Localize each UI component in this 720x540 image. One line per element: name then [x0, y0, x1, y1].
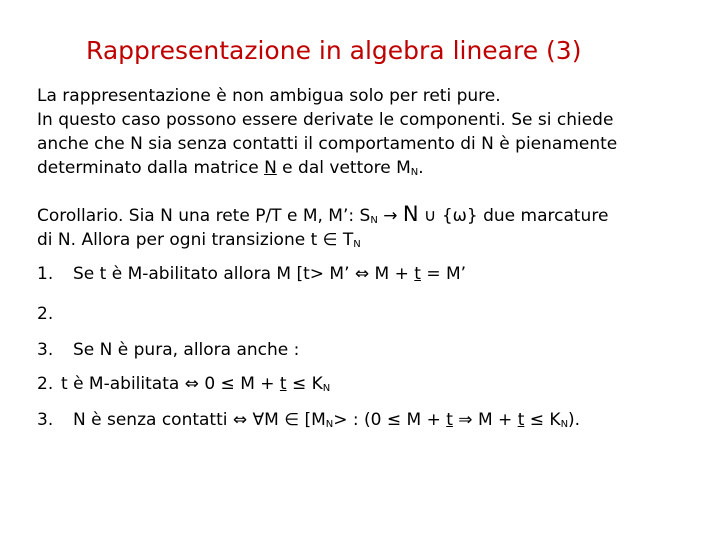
subscript-N: N	[322, 383, 331, 394]
item-text-e: ).	[568, 410, 581, 430]
list-number: 2.	[37, 374, 54, 394]
corollary-text-d: di N. Allora per ogni transizione t ∈ T	[37, 230, 354, 250]
naturals-symbol: N	[402, 202, 419, 226]
t-underlined: t	[517, 410, 525, 430]
item-text-b: > : (0 ≤ M +	[333, 410, 447, 430]
corollary-text-c: ∪ {ω} due marcature	[418, 206, 609, 226]
corollary-text-a: Corollario. Sia N una rete P/T e M, M’: S	[37, 206, 371, 226]
list-number: 3.	[37, 340, 54, 360]
slide-title: Rappresentazione in algebra lineare (3)	[86, 36, 582, 65]
t-underlined: t	[446, 410, 453, 430]
item-text-a: N è senza contatti ⇔ ∀M ∈ [M	[73, 410, 326, 430]
subscript-N: N	[560, 419, 569, 430]
paragraph-line-1: La rappresentazione è non ambigua solo per reti pure.	[37, 86, 501, 106]
item-text-b: = M’	[420, 264, 467, 284]
item-text: Se N è pura, allora anche :	[73, 340, 300, 360]
paragraph-line-4-text-c: .	[418, 158, 424, 178]
list-item-2	[37, 302, 73, 326]
paragraph-line-3: anche che N sia senza contatti il comportamento di N è pienamente	[37, 134, 618, 154]
paragraph-line-4-text-a: determinato dalla matrice	[37, 158, 265, 178]
subscript-N: N	[370, 215, 378, 226]
paragraph-line-4	[37, 156, 424, 185]
subscript-N: N	[410, 167, 419, 178]
list-item-3	[37, 338, 299, 362]
item-text-a: t è M-abilitata ⇔ 0 ≤ M +	[61, 374, 280, 394]
paragraph-line-2: In questo caso possono essere derivate le componenti. Se si chiede	[37, 110, 614, 130]
corollary-line-2	[37, 228, 361, 257]
list-number: 1.	[37, 264, 54, 284]
item-text-c: ⇒ M +	[452, 410, 518, 430]
item-text-a: Se t è M-abilitato allora M [t> M’ ⇔ M +	[73, 264, 415, 284]
matrix-N-underlined: N	[264, 158, 277, 178]
t-underlined: t	[279, 374, 287, 394]
subscript-N: N	[325, 419, 334, 430]
paragraph-line-4-text-b: e dal vettore M	[276, 158, 411, 178]
list-item-1	[37, 262, 466, 286]
list-number: 3.	[37, 410, 54, 430]
subscript-N: N	[353, 239, 361, 250]
item-text-d: ≤ K	[524, 410, 561, 430]
t-underlined: t	[414, 264, 421, 284]
corollary-text-b: →	[377, 206, 403, 226]
item-text-b: ≤ K	[286, 374, 323, 394]
list-item-4	[37, 372, 330, 401]
list-item-5	[37, 408, 580, 437]
list-number: 2.	[37, 304, 54, 324]
